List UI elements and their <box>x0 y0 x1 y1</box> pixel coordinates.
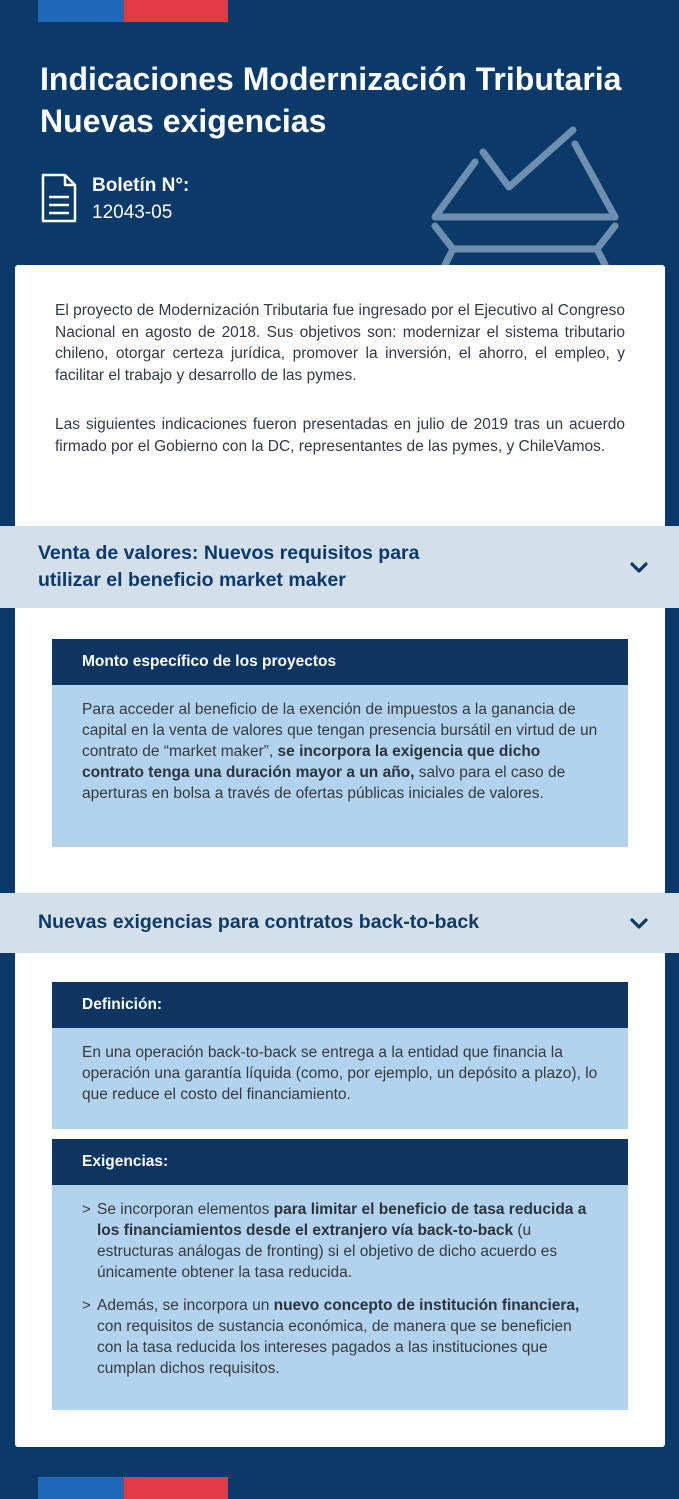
box-title-monto: Monto específico de los proyectos <box>52 639 628 685</box>
intro-paragraph-2: Las siguientes indicaciones fueron presentadas en julio de 2019 tras un acuerdo firmado por el Gobierno con la DC, representantes de las pymes, y ChileVamos. <box>55 416 625 455</box>
box-body-text-end: salvo para el caso de aperturas en bolsa a través de ofertas públicas iniciales de valores. <box>82 764 566 802</box>
box-body-bold: se incorpora la exigencia que dicho contrato tenga una duración mayor a un año, <box>82 743 541 781</box>
page-title-line1: Indicaciones Modernización Tributaria <box>40 61 622 97</box>
section-title-market-maker <box>38 540 419 594</box>
box-title-exigencias: Exigencias: <box>52 1139 628 1185</box>
box-body-exigencias <box>52 1185 628 1410</box>
list-item-text-end: (u estructuras análogas de fronting) si el objetivo de dicho acuerdo es únicamente obtener la tasa reducida. <box>97 1222 558 1281</box>
flag-red-segment <box>124 1477 228 1499</box>
flag-blue-segment <box>38 0 124 22</box>
box-title-definicion: Definición: <box>52 982 628 1028</box>
box-body-text: Para acceder al beneficio de la exención de impuestos a la ganancia de capital en la venta de valores que tengan presencia bursátil en virtud de un contrato de “market maker”, <box>82 701 598 760</box>
intro-paragraph-1: El proyecto de Modernización Tributaria fue ingresado por el Ejecutivo al Congreso Nacional en agosto de 2018. Sus objetivos son: modernizar el sistema tributario chileno, otorgar certeza jurídica, promover la inversión, el ahorro, el empleo, y facilitar el trabajo y desarrollo de las pymes. <box>55 302 625 384</box>
list-item-text: Se incorporan elementos <box>97 1201 274 1218</box>
section-title-back-to-back: Nuevas exigencias para contratos back-to-back <box>38 911 480 933</box>
list-item-bold: para limitar el beneficio de tasa reducida a los financiamientos desde el extranjero vía back-to-back <box>97 1201 587 1239</box>
chevron-right-icon: > <box>82 1201 91 1218</box>
section-header-market-maker[interactable] <box>0 526 679 608</box>
box-body-definicion: En una operación back-to-back se entrega a la entidad que financia la operación una garantía líquida (como, por ejemplo, un depósito a plazo), lo que reduce el costo del financiamiento. <box>52 1028 628 1129</box>
flag-strip-bottom <box>38 1477 228 1499</box>
ballot-box-icon <box>425 122 625 265</box>
boletin-label: Boletín N°: <box>92 175 190 196</box>
section-title-line1: Venta de valores: Nuevos requisitos para <box>38 542 420 564</box>
page-title-line2: Nuevas exigencias <box>40 103 327 139</box>
document-icon <box>40 173 78 223</box>
boletin-number: 12043-05 <box>92 202 173 223</box>
list-item <box>82 1199 598 1283</box>
section-header-back-to-back[interactable] <box>0 893 679 953</box>
flag-blue-segment <box>38 1477 124 1499</box>
flag-strip-top <box>38 0 228 22</box>
chevron-down-icon[interactable] <box>630 562 648 574</box>
section-title-line2: utilizar el beneficio market maker <box>38 569 346 591</box>
list-item-bold: nuevo concepto de institución financiera, <box>273 1297 580 1314</box>
list-item <box>82 1295 598 1379</box>
list-item-text: Además, se incorpora un <box>97 1297 274 1314</box>
list-item-text-end: con requisitos de sustancia económica, de manera que se beneficien con la tasa reducida los intereses pagados a las instituciones que cumplan dichos requisitos. <box>97 1318 572 1377</box>
chevron-right-icon: > <box>82 1297 91 1314</box>
box-body-monto <box>52 685 628 847</box>
flag-red-segment <box>124 0 228 22</box>
chevron-down-icon[interactable] <box>630 918 648 930</box>
